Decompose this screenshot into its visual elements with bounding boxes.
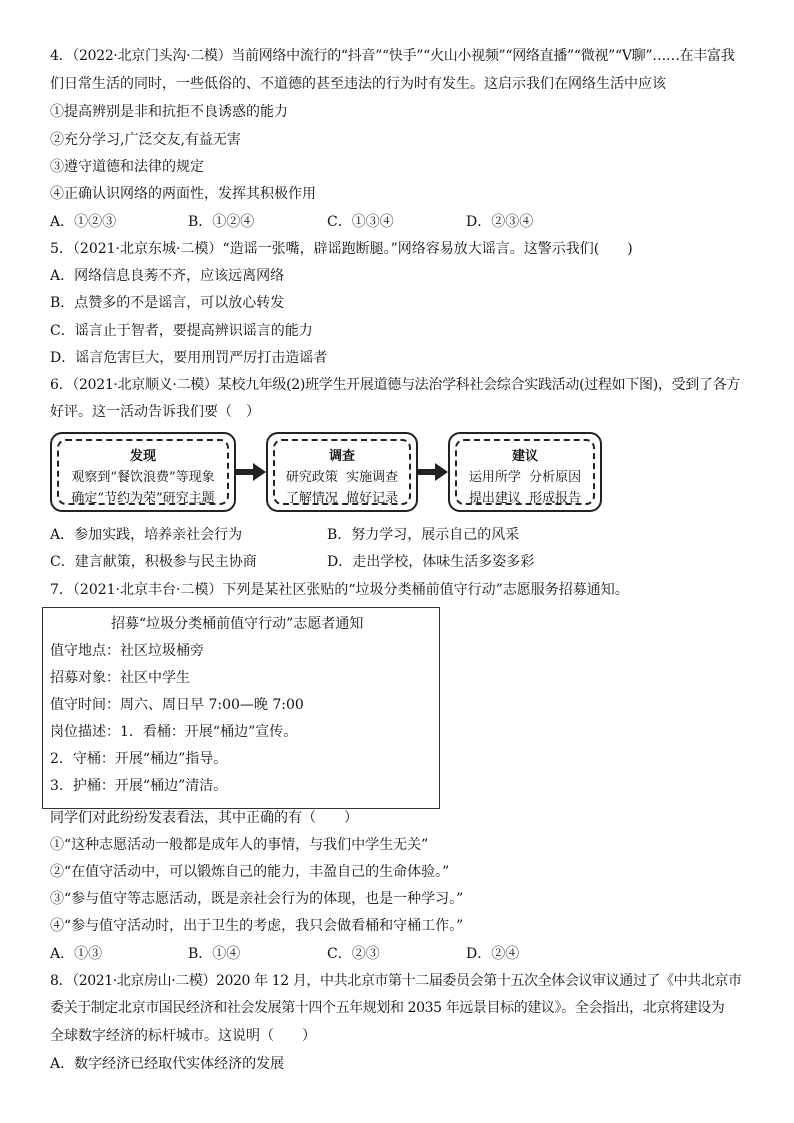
q4-statement-4: ④正确认识网络的两面性，发挥其积极作用 [50, 186, 316, 202]
q4-stem-line2: 们日常生活的同时，一些低俗的、不道德的甚至违法的行为时有发生。这启示我们在网络生活中应该 [50, 76, 666, 92]
q4-statement-2: ②充分学习,广泛交友,有益无害 [50, 132, 241, 148]
q7-option-c[interactable]: C．②③ [327, 946, 380, 962]
q6-stem-line1: 6．（2021·北京顺义·二模）某校九年级(2)班学生开展道德与法治学科社会综合实践活动(过程如下图)，受到了各方 [50, 377, 741, 393]
q6-option-d[interactable]: D．走出学校，体味生活多姿多彩 [327, 554, 535, 570]
q7-statement-1: ①“这种志愿活动一般都是成年人的事情，与我们中学生无关” [50, 837, 429, 853]
flow-box-discover [50, 432, 236, 512]
q7-prompt: 同学们对此纷纷发表看法，其中正确的有（ ） [50, 810, 358, 826]
q7-stem: 7．（2021·北京丰台·二模）下列是某社区张贴的“垃圾分类桶前值守行动”志愿服务招募通知。 [50, 582, 629, 598]
q4-statement-1: ①提高辨别是非和抗拒不良诱惑的能力 [50, 104, 288, 120]
q4-option-a[interactable]: A．①②③ [50, 214, 117, 230]
notice-target: 招募对象：社区中学生 [50, 670, 190, 686]
flow-investigate-line1: 研究政策 实施调查 [285, 470, 399, 485]
q4-stem-line1: 4．（2022·北京门头沟·二模）当前网络中流行的“抖音”“快手”“火山小视频”“网络直播”“微视”“V聊”……在丰富我 [50, 48, 735, 64]
q6-option-a[interactable]: A．参加实践，培养亲社会行为 [50, 527, 243, 543]
q7-option-d[interactable]: D．②④ [466, 946, 520, 962]
q5-option-d[interactable]: D．谣言危害巨大，要用刑罚严厉打击造谣者 [50, 350, 328, 366]
notice-duty-3: 3．护桶：开展“桶边”清洁。 [50, 778, 228, 794]
flow-investigate-line2: 了解情况 做好记录 [285, 491, 399, 506]
flow-box-suggest [448, 432, 602, 512]
flow-discover-line2: 确定“节约为荣”研究主题 [71, 491, 215, 506]
flow-box-discover-inner [57, 439, 229, 505]
notice-time: 值守时间：周六、周日早 7:00—晚 7:00 [50, 697, 304, 713]
q5-option-c[interactable]: C．谣言止于智者，要提高辨识谣言的能力 [50, 323, 313, 339]
q6-stem-line2: 好评。这一活动告诉我们要（ ） [50, 404, 260, 420]
q8-option-a[interactable]: A．数字经济已经取代实体经济的发展 [50, 1056, 285, 1072]
flow-suggest-line1: 运用所学 分析原因 [468, 470, 582, 485]
q7-statement-2: ②“在值守活动中，可以锻炼自己的能力，丰盈自己的生命体验。” [50, 864, 450, 880]
q4-option-b[interactable]: B．①②④ [188, 214, 255, 230]
q7-statement-4: ④“参与值守活动时，出于卫生的考虑，我只会做看桶和守桶工作。” [50, 918, 464, 934]
q5-option-b[interactable]: B．点赞多的不是谣言，可以放心转发 [50, 295, 285, 311]
q5-stem: 5．（2021·北京东城·二模）“造谣一张嘴，辟谣跑断腿。”网络容易放大谣言。这警示我们( ) [50, 241, 633, 257]
q7-option-b[interactable]: B．①④ [188, 946, 241, 962]
flow-discover-title: 发现 [129, 449, 156, 464]
flow-box-investigate [266, 432, 418, 512]
flow-box-investigate-inner [273, 439, 411, 505]
flow-arrow-1-icon [236, 462, 266, 482]
flow-suggest-line2: 提出建议 形成报告 [468, 491, 582, 506]
flow-box-suggest-inner [455, 439, 595, 505]
q6-option-c[interactable]: C．建言献策，积极参与民主协商 [50, 554, 257, 570]
q4-statement-3: ③遵守道德和法律的规定 [50, 159, 204, 175]
q6-option-b[interactable]: B．努力学习，展示自己的风采 [327, 527, 520, 543]
flow-suggest-title: 建议 [511, 449, 538, 464]
flow-arrow-2-icon [418, 462, 448, 482]
flow-investigate-title: 调查 [328, 449, 355, 464]
q8-stem-line1: 8．（2021·北京房山·二模）2020 年 12 月，中共北京市第十二届委员会第十五次全体会议审议通过了《中共北京市 [50, 973, 742, 989]
q7-statement-3: ③“参与值守等志愿活动，既是亲社会行为的体现，也是一种学习。” [50, 891, 464, 907]
notice-duty-2: 2．守桶：开展“桶边”指导。 [50, 751, 228, 767]
notice-duty-1: 岗位描述：1．看桶：开展“桶边”宣传。 [50, 724, 298, 740]
volunteer-notice-box [42, 607, 440, 809]
notice-title: 招募“垃圾分类桶前值守行动”志愿者通知 [111, 616, 364, 632]
q5-option-a[interactable]: A．网络信息良莠不齐，应该远离网络 [50, 268, 285, 284]
q8-stem-line2: 委关于制定北京市国民经济和社会发展第十四个五年规划和 2035 年远景目标的建议》。全会指出，北京将建设为 [50, 1000, 725, 1016]
q4-option-c[interactable]: C．①③④ [327, 214, 394, 230]
notice-location: 值守地点：社区垃圾桶旁 [50, 643, 204, 659]
flow-discover-line1: 观察到“餐饮浪费”等现象 [71, 470, 215, 485]
q8-stem-line3: 全球数字经济的标杆城市。这说明（ ） [50, 1028, 316, 1044]
q4-option-d[interactable]: D．②③④ [466, 214, 534, 230]
q7-option-a[interactable]: A．①③ [50, 946, 103, 962]
